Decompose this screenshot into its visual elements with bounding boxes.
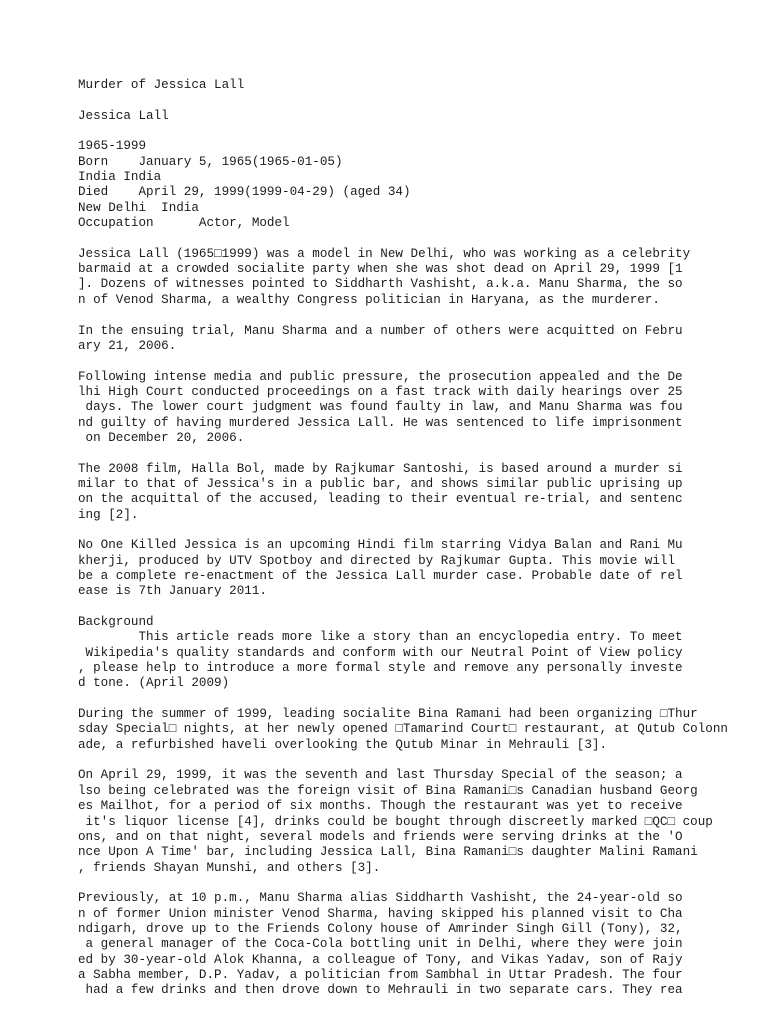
- paragraph: [78, 615, 738, 692]
- paragraph-line: sday Special□ nights, at her newly opened □Tamarind Court□ restaurant, at Qutub Colonn: [78, 722, 728, 737]
- paragraph-line: No One Killed Jessica is an upcoming Hindi film starring Vidya Balan and Rani Mu: [78, 538, 683, 553]
- paragraph-line: nd guilty of having murdered Jessica Lall. He was sentenced to life imprisonment: [78, 415, 683, 430]
- paragraph-line: nce Upon A Time' bar, including Jessica Lall, Bina Ramani□s daughter Malini Ramani: [78, 845, 698, 860]
- paragraph-line: Following intense media and public pressure, the prosecution appealed and the De: [78, 369, 683, 384]
- paragraph-line: kherji, produced by UTV Spotboy and directed by Rajkumar Gupta. This movie will: [78, 553, 676, 568]
- paragraph-line: Wikipedia's quality standards and conform with our Neutral Point of View policy: [78, 645, 683, 660]
- infobox-name: Jessica Lall: [78, 108, 169, 123]
- spacer: [78, 446, 738, 461]
- paragraph-line: on the acquittal of the accused, leading to their eventual re-trial, and sentenc: [78, 492, 683, 507]
- paragraph-line: Jessica Lall (1965□1999) was a model in New Delhi, who was working as a celebrity: [78, 246, 691, 261]
- paragraph-line: ndigarh, drove up to the Friends Colony house of Amrinder Singh Gill (Tony), 32,: [78, 921, 683, 936]
- paragraph-line: This article reads more like a story than an encyclopedia entry. To meet: [78, 630, 683, 645]
- paragraph-line: Previously, at 10 p.m., Manu Sharma alias Siddharth Vashisht, the 24-year-old so: [78, 891, 683, 906]
- paragraph-line: be a complete re-enactment of the Jessica Lall murder case. Probable date of rel: [78, 569, 683, 583]
- spacer: [78, 124, 738, 139]
- spacer: [78, 600, 738, 615]
- paragraph-line: ]. Dozens of witnesses pointed to Siddharth Vashisht, a.k.a. Manu Sharma, the so: [78, 277, 683, 292]
- infobox-died-place: New Delhi India: [78, 200, 199, 215]
- paragraph: [78, 370, 738, 447]
- document-page: [78, 78, 738, 999]
- paragraph: [78, 324, 738, 355]
- paragraph-line: es Mailhot, for a period of six months. Though the restaurant was yet to receive: [78, 799, 683, 814]
- paragraph-line: lso being celebrated was the foreign visit of Bina Ramani□s Canadian husband Georg: [78, 783, 698, 798]
- paragraph: [78, 247, 738, 308]
- infobox-born-place: India India: [78, 170, 162, 185]
- spacer: [78, 692, 738, 707]
- paragraph-line: barmaid at a crowded socialite party when she was shot dead on April 29, 1999 [1: [78, 262, 683, 277]
- paragraph-line: During the summer of 1999, leading socialite Bina Ramani had been organizing □Thur: [78, 707, 698, 722]
- paragraph-line: had a few drinks and then drove down to Mehrauli in two separate cars. They rea: [78, 983, 683, 998]
- paragraph: [78, 462, 738, 523]
- spacer: [78, 354, 738, 369]
- paragraph-line: on December 20, 2006.: [78, 430, 245, 445]
- paragraph-line: On April 29, 1999, it was the seventh and last Thursday Special of the season; a: [78, 768, 683, 783]
- paragraph-line: it's liquor license [4], drinks could be bought through discreetly marked □QC□ coup: [78, 814, 713, 829]
- infobox-years: 1965-1999: [78, 139, 147, 154]
- paragraph: [78, 768, 738, 875]
- paragraph-line: a Sabha member, D.P. Yadav, a politician from Sambhal in Uttar Pradesh. The four: [78, 967, 683, 982]
- paragraph-line: days. The lower court judgment was found faulty in law, and Manu Sharma was fou: [78, 400, 683, 415]
- paragraph-line: In the ensuing trial, Manu Sharma and a number of others were acquitted on Febru: [78, 323, 683, 338]
- paragraph-line: n of Venod Sharma, a wealthy Congress politician in Haryana, as the murderer.: [78, 292, 660, 307]
- paragraph-line: milar to that of Jessica's in a public bar, and shows similar public uprising up: [78, 476, 683, 491]
- paragraph-line: lhi High Court conducted proceedings on a fast track with daily hearings over 25: [78, 384, 683, 399]
- paragraph-line: Background: [78, 615, 154, 630]
- document-title: Murder of Jessica Lall: [78, 78, 245, 92]
- paragraph-line: a general manager of the Coca-Cola bottling unit in Delhi, where they were join: [78, 937, 683, 952]
- paragraph-line: d tone. (April 2009): [78, 676, 230, 691]
- spacer: [78, 93, 738, 108]
- paragraph-line: ons, and on that night, several models and friends were serving drinks at the 'O: [78, 829, 683, 844]
- paragraph: [78, 538, 738, 599]
- infobox-born: Born January 5, 1965(1965-01-05): [78, 154, 343, 169]
- paragraph-line: , please help to introduce a more formal style and remove any personally investe: [78, 661, 683, 676]
- spacer: [78, 308, 738, 323]
- spacer: [78, 523, 738, 538]
- paragraph-line: ary 21, 2006.: [78, 338, 177, 353]
- paragraph-line: The 2008 film, Halla Bol, made by Rajkumar Santoshi, is based around a murder si: [78, 461, 683, 476]
- paragraph: [78, 891, 738, 998]
- paragraph-line: ing [2].: [78, 507, 139, 522]
- paragraph-line: ade, a refurbished haveli overlooking the Qutub Minar in Mehrauli [3].: [78, 737, 608, 752]
- spacer: [78, 231, 738, 246]
- paragraph: [78, 707, 738, 753]
- paragraph-line: n of former Union minister Venod Sharma, having skipped his planned visit to Cha: [78, 906, 683, 921]
- infobox-died: Died April 29, 1999(1999-04-29) (aged 34): [78, 185, 411, 200]
- article-body: [78, 247, 738, 999]
- paragraph-line: ease is 7th January 2011.: [78, 584, 267, 599]
- paragraph-line: , friends Shayan Munshi, and others [3].: [78, 860, 381, 875]
- spacer: [78, 753, 738, 768]
- infobox-occupation: Occupation Actor, Model: [78, 216, 290, 231]
- spacer: [78, 876, 738, 891]
- paragraph-line: ed by 30-year-old Alok Khanna, a colleague of Tony, and Vikas Yadav, son of Rajy: [78, 952, 683, 967]
